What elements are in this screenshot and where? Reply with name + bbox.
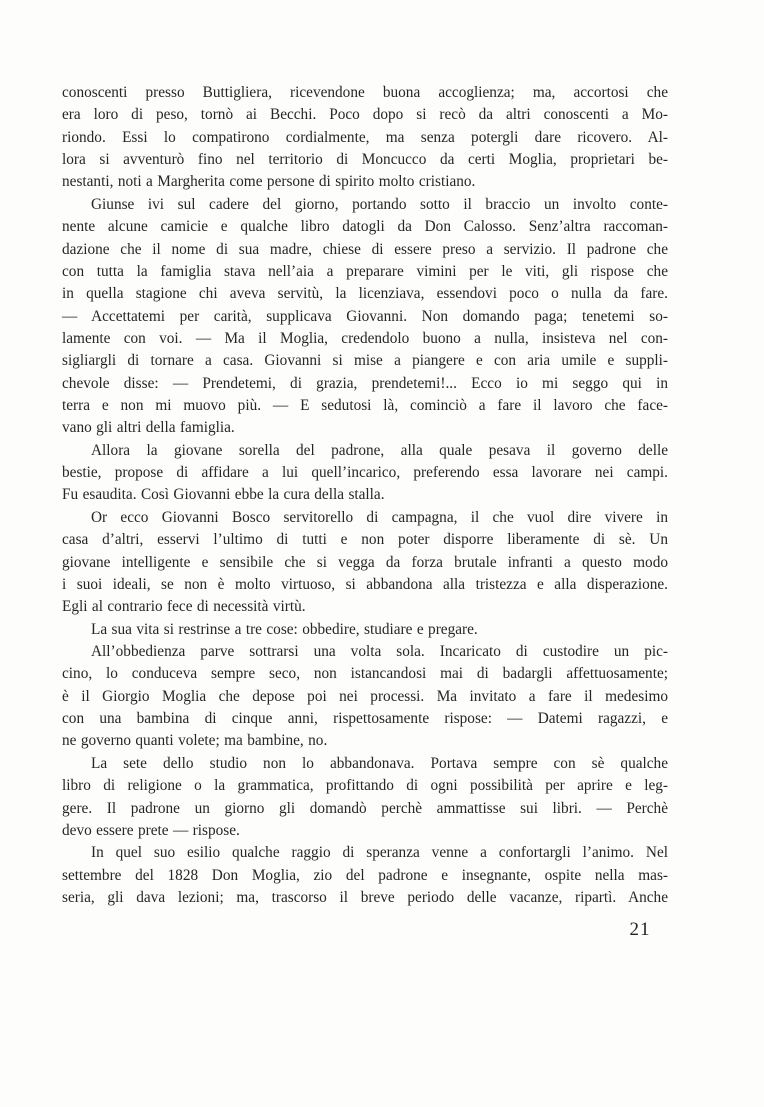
text-line: Allora la giovane sorella del padrone, alla quale pesava il governo delle [91, 441, 668, 459]
text-line: riondo. Essi lo compatirono cordialmente, ma senza potergli dare ricovero. Al- [62, 128, 668, 146]
text-line: In quel suo esilio qualche raggio di speranza venne a confortargli l’animo. Nel [91, 844, 668, 862]
page-number: 21 [629, 919, 651, 940]
text-line: con tutta la famiglia stava nell’aia a preparare vimini per le viti, gli rispose che [62, 262, 668, 280]
text-line: chevole disse: — Prendetemi, di grazia, prendetemi!... Ecco io mi seggo qui in [62, 374, 668, 392]
text-line: Fu esaudita. Così Giovanni ebbe la cura della stalla. [62, 486, 385, 504]
text-line: è il Giorgio Moglia che depose poi nei processi. Ma invitato a fare il medesimo [62, 687, 668, 705]
text-line: devo essere prete — rispose. [62, 821, 240, 839]
text-line: lamente con voi. — Ma il Moglia, credendolo buono a nulla, insisteva nel con- [62, 329, 668, 347]
text-line: nestanti, noti a Margherita come persone di spirito molto cristiano. [62, 173, 476, 191]
text-line: nente alcune camicie e qualche libro datogli da Don Calosso. Senz’altra raccoman- [62, 218, 668, 236]
text-line: bestie, propose di affidare a lui quell’incarico, preferendo essa lavorare nei campi. [62, 464, 668, 482]
text-line: seria, gli dava lezioni; ma, trascorso il breve periodo delle vacanze, ripartì. Anche [62, 888, 668, 906]
text-line: libro di religione o la grammatica, profittando di ogni possibilità per aprire e leg- [62, 777, 668, 795]
text-line: terra e non mi muovo più. — E sedutosi là, cominciò a fare il lavoro che face- [62, 397, 668, 415]
text-line: sigliargli di tornare a casa. Giovanni si mise a piangere e con aria umile e suppli- [62, 352, 668, 370]
text-line: lora si avventurò fino nel territorio di Moncucco da certi Moglia, proprietari be- [62, 151, 668, 169]
text-line: vano gli altri della famiglia. [62, 419, 235, 437]
text-line: settembre del 1828 Don Moglia, zio del padrone e insegnante, ospite nella mas- [62, 866, 668, 884]
text-line: Giunse ivi sul cadere del giorno, portando sotto il braccio un involto conte- [91, 195, 668, 213]
text-line: All’obbedienza parve sottrarsi una volta sola. Incaricato di custodire un pic- [91, 642, 668, 660]
text-line: in quella stagione chi aveva servitù, la licenziava, essendovi poco o nulla da fare. [62, 285, 668, 303]
text-line: ne governo quanti volete; ma bambine, no. [62, 732, 328, 750]
page-text-block [62, 82, 668, 909]
text-line: — Accettatemi per carità, supplicava Giovanni. Non domando paga; tenetemi so- [62, 307, 668, 325]
text-line: con una bambina di cinque anni, rispettosamente rispose: — Datemi ragazzi, e [62, 710, 668, 728]
text-line: La sete dello studio non lo abbandonava. Portava sempre con sè qualche [91, 754, 668, 772]
text-line: era loro di peso, tornò ai Becchi. Poco dopo si recò da altri conoscenti a Mo- [62, 106, 668, 124]
text-line: giovane intelligente e sensibile che si vegga da forza brutale infranti a questo modo [62, 553, 668, 571]
text-line: Egli al contrario fece di necessità virtù. [62, 598, 306, 616]
text-line: i suoi ideali, se non è molto virtuoso, si abbandona alla tristezza e alla disperazione. [62, 575, 668, 593]
text-line: dazione che il nome di sua madre, chiese di essere preso a servizio. Il padrone che [62, 240, 668, 258]
text-line: La sua vita si restrinse a tre cose: obbedire, studiare e pregare. [91, 620, 478, 638]
text-line: Or ecco Giovanni Bosco servitorello di campagna, il che vuol dire vivere in [91, 508, 668, 526]
text-line: cino, lo conduceva sempre seco, non istancandosi mai di badargli affettuosamente; [62, 665, 668, 683]
text-line: casa d’altri, esservi l’ultimo di tutti e non poter disporre liberamente di sè. Un [62, 531, 668, 549]
text-line: conoscenti presso Buttigliera, ricevendone buona accoglienza; ma, accortosi che [62, 84, 668, 101]
text-line: gere. Il padrone un giorno gli domandò perchè ammattisse sui libri. — Perchè [62, 799, 668, 817]
